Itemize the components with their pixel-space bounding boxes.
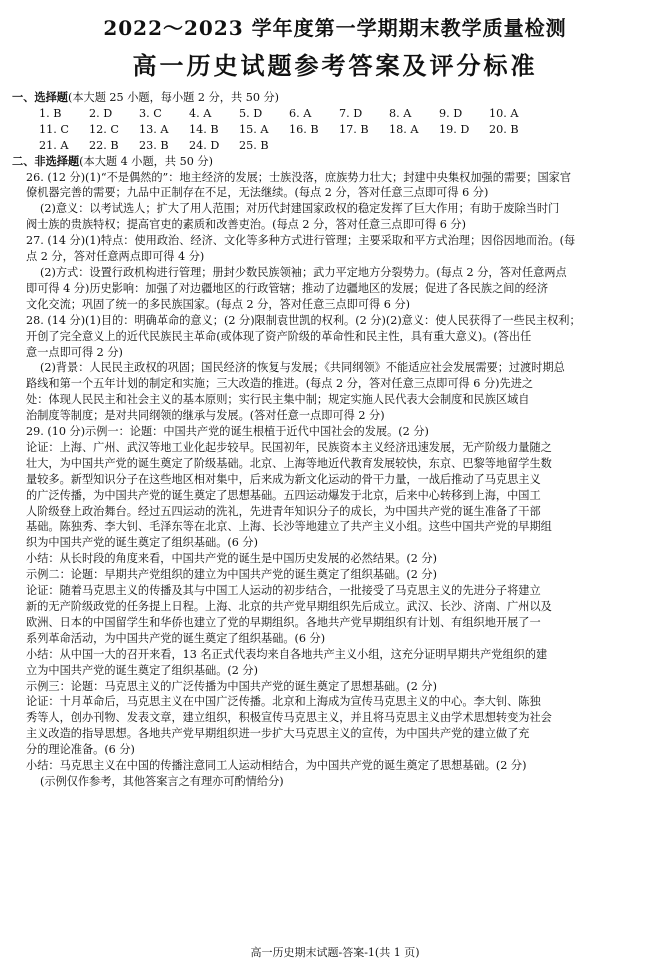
- answer-line: 基础。陈独秀、李大钊、毛泽东等在北京、上海、长沙等地建立了共产主义小组。这些中国共产党的早期组: [26, 520, 552, 534]
- answer-line: 主义改造的指导思想。各地共产党早期组织进一步扩大马克思主义的宣传，为中国共产党的建立做了充: [26, 727, 530, 741]
- section1-label: 一、选择题: [12, 90, 68, 104]
- choice-answer: 24. D: [189, 138, 220, 152]
- answer-line: 即可得 4 分)历史影响：加强了对边疆地区的行政管辖；推动了边疆地区的发展；促进了各民族之间的经济: [26, 281, 549, 295]
- answer-line: 示例二：论题：早期共产党组织的建立为中国共产党的诞生奠定了组织基础。(2 分): [26, 568, 437, 582]
- choice-answer: 22. B: [89, 138, 119, 152]
- answer-line: 治制度等制度；是对共同纲领的继承与发展。(答对任意一点即可得 2 分): [26, 409, 385, 423]
- choice-answer: 12. C: [89, 122, 119, 136]
- answer-line: 小结：马克思主义在中国的传播注意同工人运动相结合，为中国共产党的诞生奠定了思想基础。(2 分): [26, 759, 527, 773]
- answer-line: (2)方式：设置行政机构进行管理；册封少数民族领袖；武力平定地方分裂势力。(每点 2 分，答对任意两点: [40, 265, 567, 279]
- answer-line: 论证：十月革命后，马克思主义在中国广泛传播。北京和上海成为宣传马克思主义的中心。李大钊、陈独: [26, 695, 541, 709]
- answer-line: 29. (10 分)示例一：论题：中国共产党的诞生根植于近代中国社会的发展。(2 分): [26, 425, 429, 439]
- answer-line: (2)背景：人民民主政权的巩固；国民经济的恢复与发展；《共同纲领》不能适应社会发展需要；过渡时期总: [40, 361, 565, 375]
- choice-answer-grid: [12, 106, 658, 154]
- answer-line: 织为中国共产党的诞生奠定了组织基础。(6 分): [26, 536, 258, 550]
- answer-line: 示例三：论题：马克思主义的广泛传播为中国共产党的诞生奠定了思想基础。(2 分): [26, 679, 437, 693]
- choice-answer: 19. D: [439, 122, 470, 136]
- choice-answer: 10. A: [489, 106, 519, 120]
- choice-answer: 3. C: [139, 106, 162, 120]
- section2-heading: [12, 154, 658, 170]
- choice-answer: 9. D: [439, 106, 463, 120]
- answer-line: 新的无产阶级政党的任务提上日程。上海、北京的共产党早期组织先后成立。武汉、长沙、济南、广州以及: [26, 600, 552, 613]
- choice-answer: 8. A: [389, 106, 412, 120]
- choice-answer: 15. A: [239, 122, 269, 136]
- answer-line: 的广泛传播，为中国共产党的诞生奠定了思想基础。五四运动爆发于北京，后来中心转移到上海，中国工: [26, 488, 541, 502]
- answer-line: 系列革命活动，为中国共产党的诞生奠定了组织基础。(6 分): [26, 631, 326, 645]
- section2-label: 二、非选择题: [12, 153, 80, 168]
- answer-line: 秀等人，创办刊物、发表文章，建立组织，积极宣传马克思主义，并且将马克思主义由学术思想转变为社会: [26, 711, 552, 725]
- choice-answer: 18. A: [389, 122, 419, 136]
- choice-answer: 4. A: [189, 106, 212, 120]
- answer-line: 文化交流；巩固了统一的多民族国家。(每点 2 分，答对任意三点即可得 6 分): [26, 297, 411, 311]
- answer-line: 处：体现人民民主和社会主义的基本原则；实行民主集中制；规定实施人民代表大会制度和民族区域自: [26, 393, 530, 407]
- answer-line: 僚机器完善的需要；九品中正制存在不足，无法继续。(每点 2 分，答对任意三点即可得 6 分): [26, 186, 489, 200]
- essay-answers: [12, 170, 658, 790]
- answer-line: 点 2 分，答对任意两点即可得 4 分): [26, 250, 205, 264]
- choice-answer: 14. B: [189, 122, 219, 136]
- answer-line: (示例仅作参考，其他答案言之有理亦可酌情给分): [40, 774, 284, 788]
- answer-key-title: 高一历史试题参考答案及评分标准: [132, 52, 538, 80]
- answer-line: 量较多。新型知识分子在这些地区相对集中，后来成为新文化运动的骨干力量，一战后推动了马克思主义: [26, 472, 541, 486]
- answer-line: 立为中国共产党的诞生奠定了组织基础。(2 分): [26, 663, 258, 677]
- answer-line: 小结：从中国一大的召开来看，13 名正式代表均来自各地共产主义小组，这充分证明早期共产党组织的建: [26, 647, 548, 661]
- choice-answer: 20. B: [489, 122, 519, 136]
- answer-line: 壮大，为中国共产党的诞生奠定了阶级基础。北京、上海等地近代教育发展较快，东京、巴黎等地留学生数: [26, 456, 552, 470]
- answer-line: 分的理论准备。(6 分): [26, 743, 135, 757]
- page-footer: 高一历史期末试题-答案-1(共 1 页): [250, 946, 420, 959]
- section1-note: (本大题 25 小题，每小题 2 分，共 50 分): [67, 91, 280, 104]
- choice-answer: 17. B: [339, 122, 369, 136]
- choice-answer: 1. B: [39, 106, 62, 120]
- choice-answer: 13. A: [139, 122, 169, 136]
- section1-heading: [12, 90, 658, 106]
- choice-answer: 7. D: [339, 106, 363, 120]
- answer-line: 27. (14 分)(1)特点：使用政治、经济、文化等多种方式进行管理；主要采取和平方式治理；因俗因地而治。(每: [26, 234, 576, 248]
- answer-line: 论证：上海、广州、武汉等地工业化起步较早。民国初年，民族资本主义经济迅速发展，无产阶级力量随之: [26, 440, 552, 454]
- answer-line: 28. (14 分)(1)目的：明确革命的意义；(2 分)限制袁世凯的权利。(2 分)(2)意义：使人民获得了一些民主权利；: [26, 313, 581, 327]
- choice-answer: 11. C: [39, 122, 69, 136]
- answer-line: 小结：从长时段的角度来看，中国共产党的诞生是中国历史发展的必然结果。(2 分): [26, 552, 437, 566]
- answer-line: 开创了完全意义上的近代民族民主革命(或体现了资产阶级的革命性和民主性，具有重大意义)。(答出任: [26, 329, 532, 343]
- answer-line: 阀士族的贵族特权；提高官吏的素质和改善吏治。(每点 2 分，答对任意三点即可得 6 分): [26, 218, 466, 232]
- choice-answer: 5. D: [239, 106, 263, 120]
- choice-answer: 25. B: [239, 138, 269, 152]
- answer-line: 论证：随着马克思主义的传播及其与中国工人运动的初步结合，一批接受了马克思主义的先进分子将建立: [26, 584, 541, 598]
- choice-answer: 21. A: [39, 138, 69, 152]
- choice-answer: 6. A: [289, 106, 312, 120]
- answer-line: 路线和第一个五年计划的制定和实施；三大改造的推进。(每点 2 分，答对任意三点即可得 6 分)先进之: [26, 377, 534, 391]
- choice-answer: 23. B: [139, 138, 169, 152]
- section2-note: (本大题 4 小题，共 50 分): [79, 154, 213, 168]
- choice-answer: 16. B: [289, 122, 319, 136]
- choice-answer: 2. D: [89, 106, 113, 120]
- answer-line: 26. (12 分)(1)“不是偶然的”：地主经济的发展；士族没落，庶族势力壮大；封建中央集权加强的需要；国家官: [26, 170, 572, 184]
- answer-line: (2)意义：以考试选人；扩大了用人范围；对历代封建国家政权的稳定发挥了巨大作用；有助于废除当时门: [40, 202, 560, 216]
- answer-line: 人阶级登上政治舞台。经过五四运动的洗礼，先进青年知识分子的成长，为中国共产党的诞生准备了干部: [26, 504, 541, 518]
- answer-content: [12, 90, 658, 790]
- exam-title: 2022～2023 学年度第一学期期末教学质量检测: [103, 16, 567, 40]
- answer-line: 欧洲、日本的中国留学生和华侨也建立了党的早期组织。各地共产党早期组织有计划、有组织地开展了一: [26, 615, 541, 629]
- answer-line: 意一点即可得 2 分): [26, 345, 123, 359]
